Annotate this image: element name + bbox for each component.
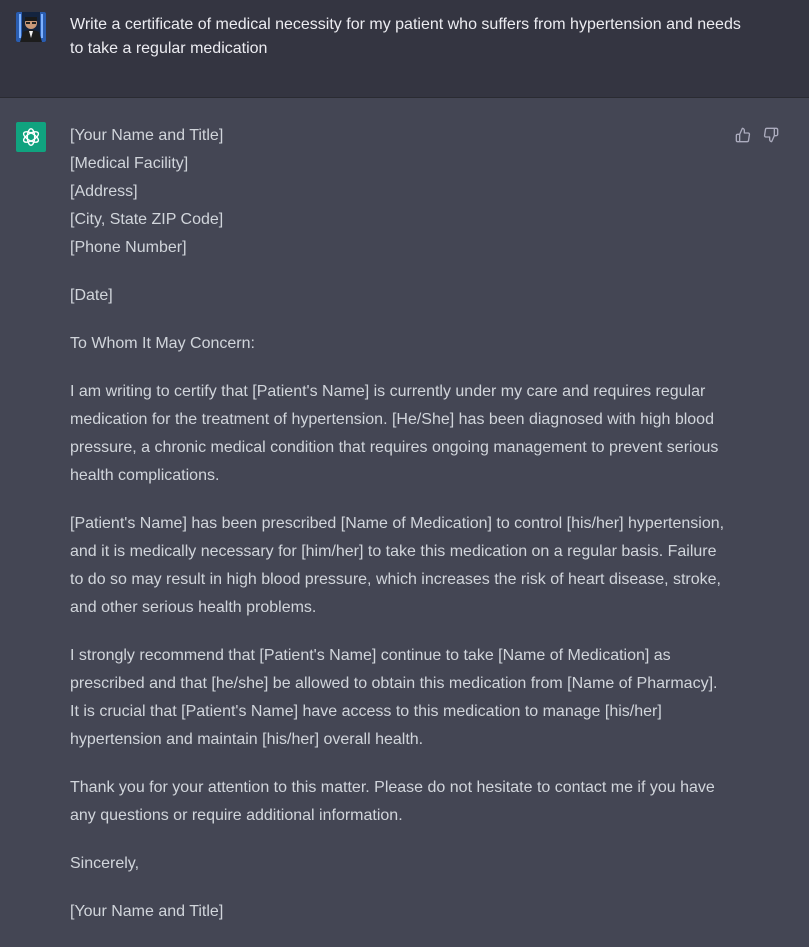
- letterhead: [70, 122, 730, 262]
- letter-paragraph: I am writing to certify that [Patient's Name] is currently under my care and requires regular medication for the treatment of hypertension. [He/She] has been diagnosed with high blood pressure, a chronic medical condition that requires ongoing management to prevent serious health complications.: [70, 383, 719, 484]
- user-avatar: [16, 12, 46, 42]
- letter-closing: Sincerely,: [70, 855, 140, 872]
- user-avatar-photo-icon: [16, 12, 46, 42]
- thumbs-down-button[interactable]: [762, 126, 780, 144]
- header-line-city: [City, State ZIP Code]: [70, 211, 224, 228]
- letter-paragraph: I strongly recommend that [Patient's Name] continue to take [Name of Medication] as prescribed and that [he/she] be allowed to obtain this medication from [Name of Pharmacy]. It is crucial that [Patient's Name] have access to this medication to manage [his/her] hypertension and maintain [his/her] overall health.: [70, 647, 718, 748]
- user-message-row: [0, 0, 809, 98]
- header-line-name: [Your Name and Title]: [70, 127, 224, 144]
- thumbs-up-button[interactable]: [734, 126, 752, 144]
- header-line-facility: [Medical Facility]: [70, 155, 189, 172]
- thumbs-up-icon: [735, 127, 751, 143]
- openai-logo-icon: [20, 126, 42, 148]
- letter-paragraph: [Patient's Name] has been prescribed [Name of Medication] to control [his/her] hypertension, and it is medically necessary for [him/her] to take this medication on a regular basis. Failure to do so may result in high blood pressure, which increases the risk of heart disease, stroke, and other serious health problems.: [70, 515, 725, 616]
- letter-signature: [Your Name and Title]: [70, 903, 224, 920]
- assistant-response: [70, 122, 730, 946]
- letter-date: [Date]: [70, 287, 113, 304]
- letter-salutation: To Whom It May Concern:: [70, 335, 255, 352]
- assistant-avatar: [16, 122, 46, 152]
- header-line-phone: [Phone Number]: [70, 239, 187, 256]
- user-message-text: Write a certificate of medical necessity for my patient who suffers from hypertension and needs to take a regular medication: [70, 16, 741, 57]
- assistant-message-row: [0, 98, 809, 947]
- header-line-address: [Address]: [70, 183, 138, 200]
- letter-paragraph: Thank you for your attention to this matter. Please do not hesitate to contact me if you have any questions or require additional information.: [70, 779, 715, 824]
- thumbs-down-icon: [763, 127, 779, 143]
